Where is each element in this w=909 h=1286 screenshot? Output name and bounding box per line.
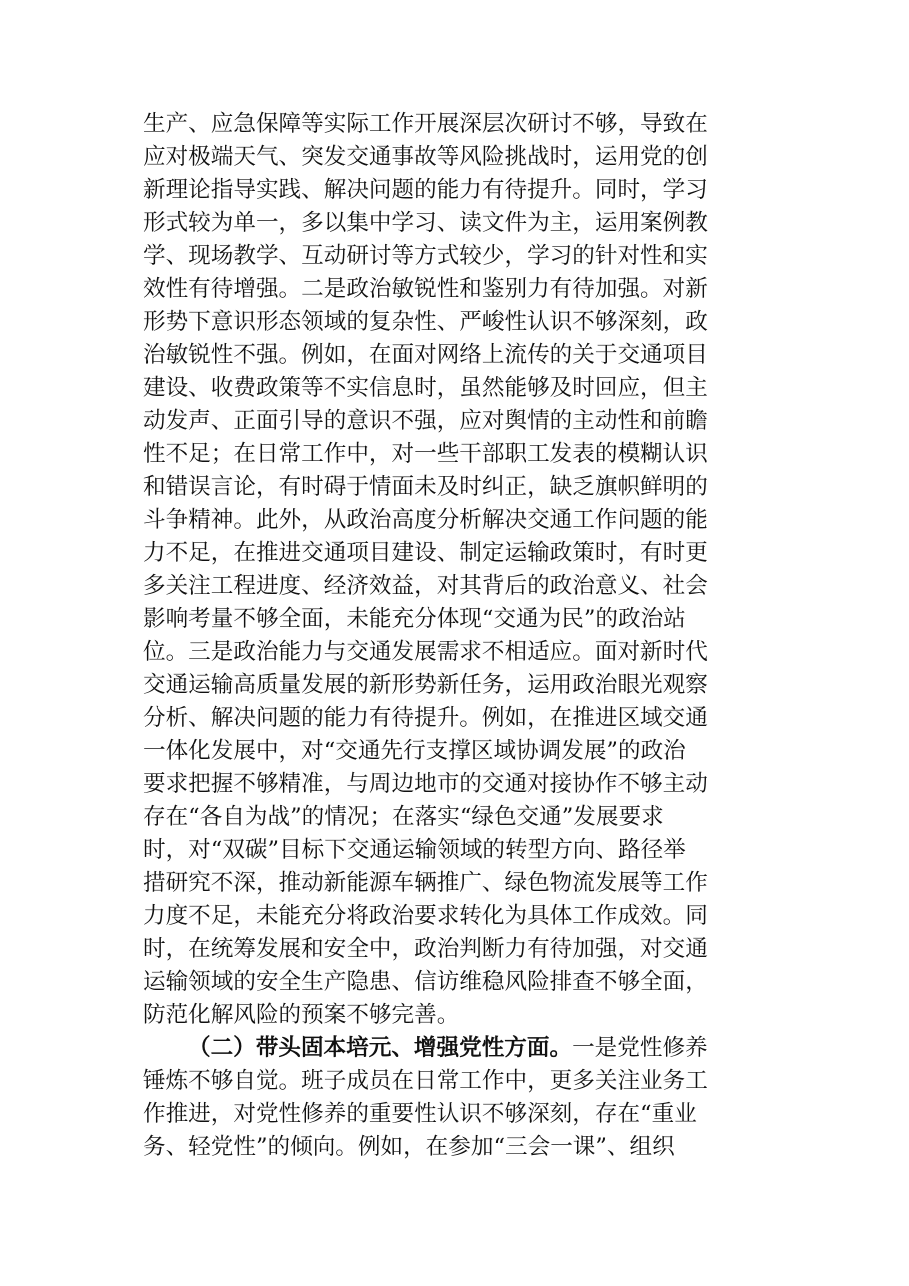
text-line: 要求把握不够精准，与周边地市的交通对接协作不够主动 xyxy=(143,771,708,797)
text-line: 分析、解决问题的能力有待提升。例如，在推进区域交通 xyxy=(143,705,708,731)
text-line: 应对极端天气、突发交通事故等风险挑战时，运用党的创 xyxy=(143,144,708,170)
text-line: 形势下意识形态领域的复杂性、严峻性认识不够深刻，政 xyxy=(143,309,708,335)
paragraph xyxy=(143,108,783,1032)
text-line: 位。三是政治能力与交通发展需求不相适应。面对新时代 xyxy=(143,639,708,665)
text-line: 力度不足，未能充分将政治要求转化为具体工作成效。同 xyxy=(143,903,708,929)
text-line: 生产、应急保障等实际工作开展深层次研讨不够，导致在 xyxy=(143,111,708,137)
text-line: 时，对“双碳”目标下交通运输领域的转型方向、路径举 xyxy=(143,837,686,863)
text-line: 动发声、正面引导的意识不强，应对舆情的主动性和前瞻 xyxy=(143,408,708,434)
text-line: 力不足，在推进交通项目建设、制定运输政策时，有时更 xyxy=(143,540,708,566)
text-line: 形式较为单一，多以集中学习、读文件为主，运用案例教 xyxy=(143,210,708,236)
text-line: 建设、收费政策等不实信息时，虽然能够及时回应，但主 xyxy=(143,375,708,401)
text-line: 斗争精神。此外，从政治高度分析解决交通工作问题的能 xyxy=(143,507,708,533)
text-line: 治敏锐性不强。例如，在面对网络上流传的关于交通项目 xyxy=(143,342,708,368)
text-line: 影响考量不够全面，未能充分体现“交通为民”的政治站 xyxy=(143,606,686,632)
text-line: 性不足；在日常工作中，对一些干部职工发表的模糊认识 xyxy=(143,441,708,467)
text-line xyxy=(143,1032,783,1065)
text-line: 锤炼不够自觉。班子成员在日常工作中，更多关注业务工 xyxy=(143,1068,708,1094)
text-line: 效性有待增强。二是政治敏锐性和鉴别力有待加强。对新 xyxy=(143,276,708,302)
text-line: 新理论指导实践、解决问题的能力有待提升。同时，学习 xyxy=(143,177,708,203)
section-heading: （二）带头固本培元、增强党性方面。 xyxy=(188,1035,573,1061)
paragraph xyxy=(143,1032,783,1164)
text-line: 防范化解风险的预案不够完善。 xyxy=(143,1002,460,1028)
text-line: 学、现场教学、互动研讨等方式较少，学习的针对性和实 xyxy=(143,243,708,269)
body-text xyxy=(143,108,783,1164)
text-line: 一体化发展中，对“交通先行支撑区域协调发展”的政治 xyxy=(143,738,686,764)
text-line: 作推进，对党性修养的重要性认识不够深刻，存在“重业 xyxy=(143,1101,697,1127)
text-line: 务、轻党性”的倾向。例如，在参加“三会一课”、组织 xyxy=(143,1134,675,1160)
text-line: 交通运输高质量发展的新形势新任务，运用政治眼光观察 xyxy=(143,672,708,698)
text-line: 措研究不深，推动新能源车辆推广、绿色物流发展等工作 xyxy=(143,870,708,896)
text-line: 多关注工程进度、经济效益，对其背后的政治意义、社会 xyxy=(143,573,708,599)
text-line: 存在“各自为战”的情况；在落实“绿色交通”发展要求 xyxy=(143,804,664,830)
text-line: 运输领域的安全生产隐患、信访维稳风险排查不够全面， xyxy=(143,969,708,995)
text-run: 一是党性修养 xyxy=(572,1035,708,1061)
text-line: 时，在统筹发展和安全中，政治判断力有待加强，对交通 xyxy=(143,936,708,962)
text-line: 和错误言论，有时碍于情面未及时纠正，缺乏旗帜鲜明的 xyxy=(143,474,708,500)
